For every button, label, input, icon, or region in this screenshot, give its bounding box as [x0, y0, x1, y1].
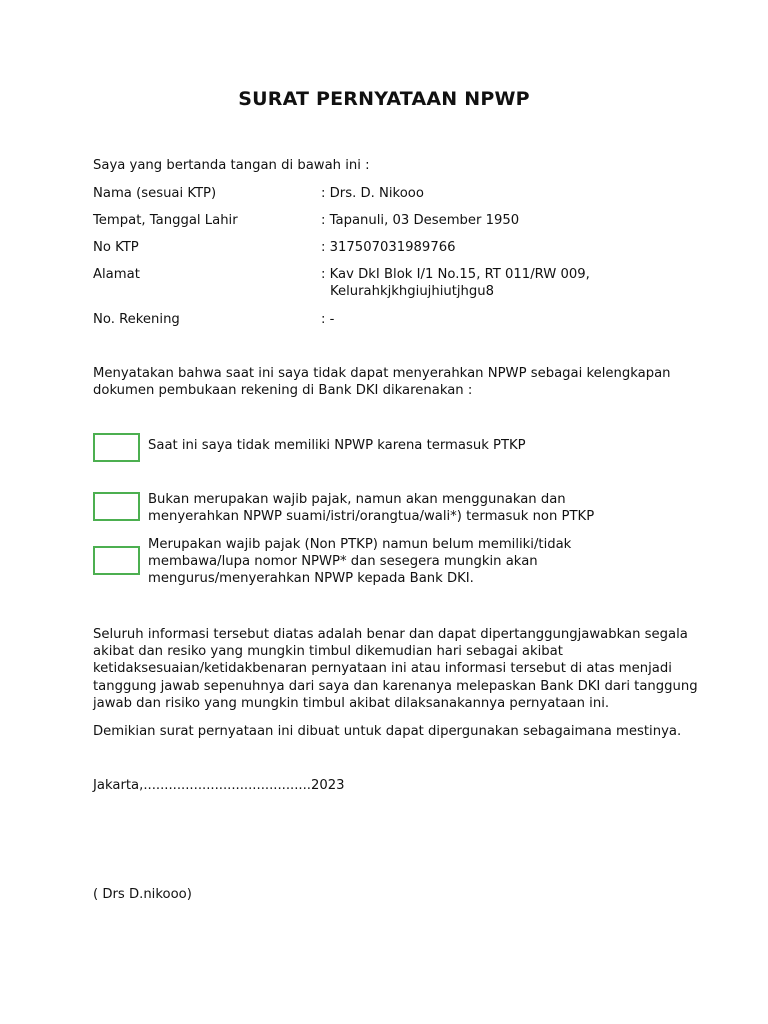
- field-value-ttl: : Tapanuli, 03 Desember 1950: [321, 213, 520, 228]
- field-value-nama: : Drs. D. Nikooo: [321, 186, 424, 201]
- field-label-rekening: No. Rekening: [93, 312, 180, 327]
- option-wajib-pajak-text: [148, 536, 571, 587]
- signature-name: ( Drs D.nikooo): [93, 887, 192, 902]
- option-ptkp-text: [148, 437, 526, 454]
- option-line: Bukan merupakan wajib pajak, namun akan menggunakan dan: [148, 492, 566, 507]
- field-label-alamat: Alamat: [93, 267, 140, 282]
- option-line: menyerahkan NPWP suami/istri/orangtua/wali*) termasuk non PTKP: [148, 509, 595, 524]
- statement-line: Menyatakan bahwa saat ini saya tidak dapat menyerahkan NPWP sebagai kelengkapan: [93, 366, 671, 381]
- checkbox-wajib-pajak-non-ptkp[interactable]: [93, 546, 140, 575]
- option-non-wajib-pajak-text: [148, 491, 594, 525]
- closing-line: tanggung jawab sepenuhnya dari saya dan karenanya melepaskan Bank DKI dari tanggung: [93, 678, 698, 694]
- closing-line: akibat dan resiko yang mungkin timbul dikemudian hari sebagai akibat: [93, 644, 563, 660]
- checkbox-non-wajib-pajak[interactable]: [93, 492, 140, 521]
- checkbox-ptkp[interactable]: [93, 433, 140, 462]
- statement-paragraph: [93, 365, 671, 399]
- place-date: Jakarta,........................................2023: [93, 778, 345, 793]
- closing-line: jawab dan risiko yang mungkin timbul akibat dilaksanakannya pernyataan ini.: [93, 695, 610, 711]
- closing-paragraph: [93, 626, 698, 712]
- field-label-nama: Nama (sesuai KTP): [93, 186, 217, 201]
- field-value-alamat: [321, 266, 590, 300]
- option-line: membawa/lupa nomor NPWP* dan sesegera mungkin akan: [148, 554, 538, 569]
- statement-line: dokumen pembukaan rekening di Bank DKI dikarenakan :: [93, 383, 473, 399]
- option-line: Saat ini saya tidak memiliki NPWP karena termasuk PTKP: [148, 438, 526, 453]
- closing-line: ketidaksesuaian/ketidakbenaran pernyataan ini atau informasi tersebut di atas menjadi: [93, 661, 672, 677]
- field-value-ktp: : 317507031989766: [321, 240, 456, 255]
- intro-text: Saya yang bertanda tangan di bawah ini :: [93, 158, 370, 173]
- document-title: SURAT PERNYATAAN NPWP: [238, 88, 530, 110]
- field-value-rekening: : -: [321, 312, 335, 327]
- field-label-ttl: Tempat, Tanggal Lahir: [93, 213, 238, 228]
- field-label-ktp: No KTP: [93, 240, 139, 255]
- field-value-alamat-line2: Kelurahkjkhgiujhiutjhgu8: [330, 284, 495, 299]
- option-line: Merupakan wajib pajak (Non PTKP) namun belum memiliki/tidak: [148, 537, 572, 552]
- field-value-alamat-line1: : Kav DkI Blok I/1 No.15, RT 011/RW 009,: [321, 267, 590, 282]
- option-line: mengurus/menyerahkan NPWP kepada Bank DKI.: [148, 571, 474, 586]
- final-statement: Demikian surat pernyataan ini dibuat untuk dapat dipergunakan sebagaimana mestinya.: [93, 724, 682, 739]
- closing-line: Seluruh informasi tersebut diatas adalah benar dan dapat dipertanggungjawabkan segala: [93, 627, 688, 642]
